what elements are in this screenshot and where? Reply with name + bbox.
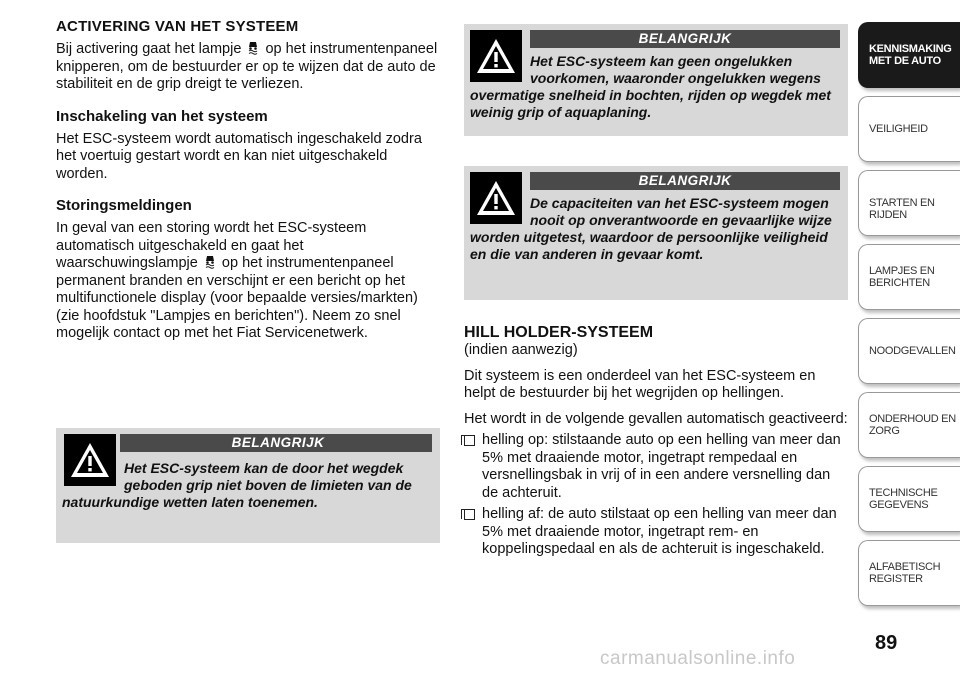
activation-paragraph [56,41,440,94]
warning-label-1: BELANGRIJK [120,434,432,452]
storing-paragraph [56,220,440,343]
warning-box-1 [56,428,440,543]
activation-text-part2: op het instrumentenpaneel knipperen, om de bestuurder er op te wijzen dat de auto de stabiliteit en de grip dreigt te verliezen. [56,41,438,92]
tab-label-line2: MET DE AUTO [869,55,941,67]
activation-text-part1: Bij activering gaat het lampje [56,41,242,57]
warning-text-1: Het ESC-systeem kan de door het wegdek geboden grip niet boven de limieten van de natuurkundige wetten laten toenemen. [62,460,412,510]
warning-label-3: BELANGRIJK [530,172,840,190]
chapter-tab-strip [858,22,960,614]
warning-label-2: BELANGRIJK [530,30,840,48]
page-number: 89 [875,632,898,654]
warning-triangle-icon [470,30,522,82]
tab-label-line2: ZORG [869,425,900,437]
tab-veiligheid[interactable] [858,96,960,162]
inschakeling-paragraph: Het ESC-systeem wordt automatisch ingeschakeld zodra het voertuig gestart wordt en kan niet uitgeschakeld worden. [56,130,422,182]
list-item-text: helling op: stilstaande auto op een helling van meer dan 5% met draaiende motor, ingetrapt rempedaal en versnellingsbak in vrij of in een andere versnelling dan de achteruit. [482,432,841,501]
hill-holder-subheading: (indien aanwezig) [464,342,578,358]
tab-label-line1: ONDERHOUD EN [869,413,956,425]
tab-label-line2: BERICHTEN [869,277,930,289]
storing-text-part1: In geval van een storing wordt het ESC-systeem automatisch uitgeschakeld en gaat het waarschuwingslampje [56,220,367,271]
left-column [56,18,440,343]
esc-warning-lamp-icon [247,41,259,55]
warning-triangle-icon [470,172,522,224]
hill-holder-paragraph-2: Het wordt in de volgende gevallen automatisch geactiveerd: [464,410,848,427]
warning-triangle-icon [64,434,116,486]
tab-label-line2: REGISTER [869,573,923,585]
tab-noodgevallen[interactable] [858,318,960,384]
checkbox-bullet-icon [464,509,475,520]
checkbox-bullet-icon [464,435,475,446]
tab-starten-en-rijden[interactable] [858,170,960,236]
tab-label-line1: ALFABETISCH [869,561,941,573]
list-item [464,506,848,559]
tab-label-line1: STARTEN EN RIJDEN [869,197,935,221]
tab-label-line1: LAMPJES EN [869,265,935,277]
list-item [464,432,848,502]
hill-holder-paragraph-1: Dit systeem is een onderdeel van het ESC-systeem en helpt de bestuurder bij het wegrijden op hellingen. [464,367,816,401]
tab-label-line1: NOODGEVALLEN [869,345,956,357]
tab-label-line1: KENNISMAKING [869,43,952,55]
tab-onderhoud-en-zorg[interactable] [858,392,960,458]
subheading-storingsmeldingen: Storingsmeldingen [56,197,192,214]
list-item-text: helling af: de auto stilstaat op een helling van meer dan 5% met draaiende motor, ingetrapt rem- en koppelingspedaal en als de achteruit is ingeschakeld. [482,506,837,557]
tab-alfabetisch-register[interactable] [858,540,960,606]
warning-box-3 [464,166,848,300]
tab-technische-gegevens[interactable] [858,466,960,532]
tab-label-line1: VEILIGHEID [869,123,928,135]
subheading-inschakeling: Inschakeling van het systeem [56,107,268,125]
section-heading-hill-holder: HILL HOLDER-SYSTEEM [464,324,654,341]
warning-text-2: Het ESC-systeem kan geen ongelukken voorkomen, waaronder ongelukken wegens overmatige snelheid in bochten, rijden op wegdek met weinig grip of aquaplaning. [470,53,831,120]
tab-label-line1: TECHNISCHE [869,487,938,499]
tab-label-line2: GEGEVENS [869,499,929,511]
esc-warning-lamp-icon [204,255,216,269]
right-column [464,324,848,559]
section-heading-activering: ACTIVERING VAN HET SYSTEEM [56,18,299,35]
watermark-text: carmanualsonline.info [600,648,796,669]
tab-lampjes-en-berichten[interactable] [858,244,960,310]
tab-kennismaking[interactable] [858,22,960,88]
warning-box-2 [464,24,848,136]
storing-text-part2: op het instrumentenpaneel permanent branden en verschijnt er een bericht op het multifunctionele display (voor bepaalde versies/markten) (zie hoofdstuk "Lampjes en berichten"). Neem zo snel mogelijk contact op met het Fiat Servicenetwerk. [56,255,418,341]
hill-holder-bullet-list [464,432,848,559]
warning-text-3: De capaciteiten van het ESC-systeem mogen nooit op onverantwoorde en gevaarlijke wijze worden uitgetest, waardoor de persoonlijke veiligheid en die van anderen in gevaar komt. [470,195,832,262]
